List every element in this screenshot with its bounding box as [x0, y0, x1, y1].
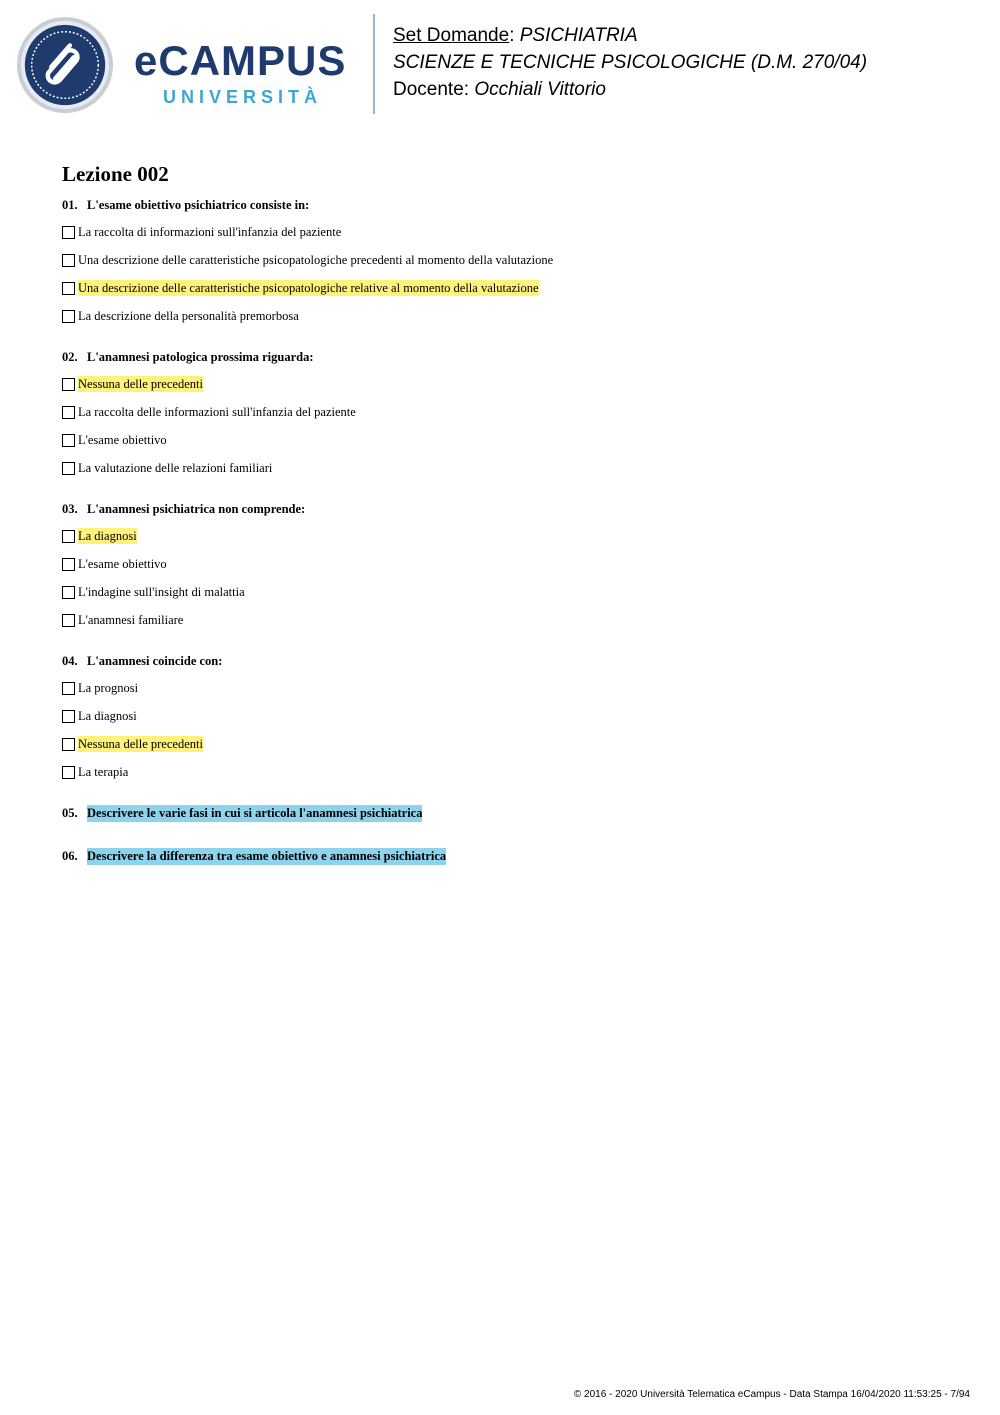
- ecampus-seal-logo: [16, 16, 114, 114]
- answer-option[interactable]: [62, 554, 962, 574]
- question-list: [62, 197, 962, 805]
- question-set: [62, 160, 962, 891]
- answer-text-highlighted: Nessuna delle precedenti: [78, 377, 203, 391]
- answer-checkbox[interactable]: [62, 378, 75, 391]
- answer-checkbox[interactable]: [62, 586, 75, 599]
- open-question-text: Descrivere le varie fasi in cui si articola l'anamnesi psichiatrica: [87, 806, 423, 820]
- answer-option[interactable]: [62, 222, 962, 242]
- answer-option[interactable]: [62, 610, 962, 630]
- logo-wordmark: eCAMPUS: [134, 37, 347, 84]
- answer-text-highlighted: Una descrizione delle caratteristiche psicopatologiche relative al momento della valutazione: [78, 281, 539, 295]
- footer-copyright: © 2016 - 2020 Università Telematica eCampus - Data Stampa 16/04/2020 11:53:25 - 7/94: [573, 1389, 970, 1400]
- teacher-name: Occhiali Vittorio: [474, 79, 606, 100]
- answer-text: Una descrizione delle caratteristiche psicopatologiche precedenti al momento della valutazione: [78, 253, 554, 267]
- question-3: [62, 501, 962, 653]
- logo-subtext: UNIVERSITÀ: [163, 87, 323, 107]
- course-name: SCIENZE E TECNICHE PSICOLOGICHE (D.M. 270/04): [393, 52, 868, 73]
- answer-option[interactable]: [62, 306, 962, 326]
- open-question-5: [62, 805, 962, 822]
- teacher-label: Docente:: [393, 79, 470, 100]
- answer-checkbox[interactable]: [62, 310, 75, 323]
- header-divider: [373, 14, 375, 114]
- question-number: 01.: [62, 198, 78, 212]
- question-spacer: [62, 790, 962, 805]
- set-line: Set Domande: PSICHIATRIA: [393, 25, 638, 46]
- question-text: L'esame obiettivo psichiatrico consiste in:: [87, 198, 310, 212]
- answer-text: La raccolta delle informazioni sull'infanzia del paziente: [78, 405, 356, 419]
- question-number: 06.: [62, 849, 78, 863]
- question-number: 02.: [62, 350, 78, 364]
- answer-option[interactable]: [62, 678, 962, 698]
- question-number: 05.: [62, 806, 78, 820]
- answer-checkbox[interactable]: [62, 434, 75, 447]
- answer-option[interactable]: [62, 430, 962, 450]
- question-text: L'anamnesi psichiatrica non comprende:: [87, 502, 306, 516]
- answer-option[interactable]: [62, 458, 962, 478]
- answer-text: La raccolta di informazioni sull'infanzia del paziente: [78, 225, 342, 239]
- question-heading: [62, 349, 962, 366]
- answer-option[interactable]: [62, 250, 962, 270]
- answer-text-highlighted: Nessuna delle precedenti: [78, 737, 203, 751]
- answer-text: L'indagine sull'insight di malattia: [78, 585, 245, 599]
- answer-option[interactable]: [62, 706, 962, 726]
- course-line: [393, 49, 867, 76]
- answer-checkbox[interactable]: [62, 766, 75, 779]
- question-spacer: [62, 638, 962, 653]
- answer-checkbox[interactable]: [62, 614, 75, 627]
- answer-checkbox[interactable]: [62, 282, 75, 295]
- answer-checkbox[interactable]: [62, 682, 75, 695]
- answer-option[interactable]: [62, 582, 962, 602]
- answer-text: L'esame obiettivo: [78, 433, 167, 447]
- lesson-title: Lezione 002: [62, 162, 169, 186]
- answer-checkbox[interactable]: [62, 462, 75, 475]
- answer-checkbox[interactable]: [62, 558, 75, 571]
- answer-text: La diagnosi: [78, 709, 137, 723]
- set-value: PSICHIATRIA: [519, 25, 638, 46]
- answer-checkbox[interactable]: [62, 406, 75, 419]
- open-question-list: [62, 805, 962, 865]
- answer-option[interactable]: [62, 278, 962, 298]
- header-info: [393, 22, 867, 103]
- question-heading: [62, 653, 962, 670]
- answer-option[interactable]: [62, 526, 962, 546]
- question-4: [62, 653, 962, 805]
- answer-text: L'anamnesi familiare: [78, 613, 184, 627]
- question-spacer: [62, 486, 962, 501]
- answer-text: L'esame obiettivo: [78, 557, 167, 571]
- answer-checkbox[interactable]: [62, 710, 75, 723]
- answer-checkbox[interactable]: [62, 738, 75, 751]
- answer-option[interactable]: [62, 734, 962, 754]
- answer-checkbox[interactable]: [62, 226, 75, 239]
- answer-checkbox[interactable]: [62, 254, 75, 267]
- question-number: 03.: [62, 502, 78, 516]
- answer-checkbox[interactable]: [62, 530, 75, 543]
- answer-option[interactable]: [62, 762, 962, 782]
- question-number: 04.: [62, 654, 78, 668]
- answer-text-highlighted: La diagnosi: [78, 529, 137, 543]
- answer-option[interactable]: [62, 402, 962, 422]
- answer-text: La terapia: [78, 765, 129, 779]
- open-question-6: [62, 848, 962, 865]
- question-1: [62, 197, 962, 349]
- question-heading: [62, 501, 962, 518]
- question-heading: [62, 197, 962, 214]
- answer-text: La descrizione della personalità premorbosa: [78, 309, 299, 323]
- question-text: L'anamnesi coincide con:: [87, 654, 223, 668]
- set-label: Set Domande: [393, 25, 510, 46]
- teacher-line: [393, 76, 867, 103]
- question-spacer: [62, 334, 962, 349]
- answer-text: La valutazione delle relazioni familiari: [78, 461, 273, 475]
- question-text: L'anamnesi patologica prossima riguarda:: [87, 350, 314, 364]
- open-question-text: Descrivere la differenza tra esame obiettivo e anamnesi psichiatrica: [87, 849, 447, 863]
- answer-option[interactable]: [62, 374, 962, 394]
- answer-text: La prognosi: [78, 681, 139, 695]
- question-2: [62, 349, 962, 501]
